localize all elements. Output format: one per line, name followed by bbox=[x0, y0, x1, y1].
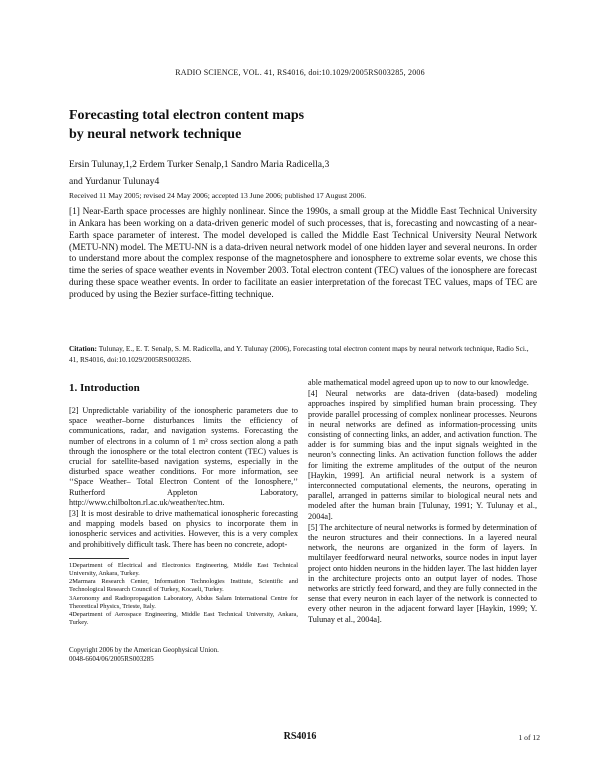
authors-line-2: and Yurdanur Tulunay4 bbox=[69, 176, 160, 187]
left-column bbox=[69, 378, 298, 664]
copyright-line: Copyright 2006 by the American Geophysical Union. bbox=[69, 646, 219, 655]
footer-page-number: 1 of 12 bbox=[518, 733, 540, 742]
footnote-2: 2Marmara Research Center, Information Technologies Institute, Scientific and Technological Research Council of Turkey, Kocaeli, Turkey. bbox=[69, 578, 298, 594]
issn-line: 0048-6604/06/2005RS003285 bbox=[69, 655, 154, 664]
right-column bbox=[308, 378, 537, 626]
author-list bbox=[69, 156, 449, 190]
paragraph-3-continued: able mathematical model agreed upon up to now to our knowledge. bbox=[308, 378, 529, 387]
paragraph-3: [3] It is most desirable to drive mathematical ionospheric forecasting and mapping models based on physics to incorporate them in ionospheric services and activities. However, this is a very complex and prohibitively difficult task. There has been no concrete, adopt- bbox=[69, 509, 298, 549]
citation-label: Citation: bbox=[69, 344, 97, 353]
footer-article-id: RS4016 bbox=[283, 731, 317, 742]
footnote-3: 3Aeronomy and Radiopropagation Laboratory, Abdus Salam International Centre for Theoretical Physics, Trieste, Italy. bbox=[69, 594, 298, 610]
citation-text: Tulunay, E., E. T. Senalp, S. M. Radicella, and Y. Tulunay (2006), Forecasting total electron content maps by neural network technique, Radio Sci., 41, RS4016, doi:10.1029/2005RS003285. bbox=[69, 344, 529, 364]
footnote-divider bbox=[69, 558, 129, 559]
journal-header: RADIO SCIENCE, VOL. 41, RS4016, doi:10.1029/2005RS003285, 2006 bbox=[175, 68, 425, 77]
paragraph-4: [4] Neural networks are data-driven (data-based) modeling approaches inspired by simplified human brain processing. They provide parallel processing of complex nonlinear processes. Neurons in neural networks are defined as information-processing units consisting of connecting links, an adder, and activation function. The adder is for summing bias and the input signals weighted in the neuron’s connecting links. An activation function follows the adder for limiting the extreme amplitudes of the output of the neuron [Haykin, 1999]. An artificial neural network is a system of interconnected computational elements, the neurons, operating in parallel, arranged in patterns similar to biological neural nets and modeled after the human brain [Tulunay, 1991; Y. Tulunay et al., 2004a]. bbox=[308, 389, 537, 521]
authors-line-1: Ersin Tulunay,1,2 Erdem Turker Senalp,1 Sandro Maria Radicella,3 bbox=[69, 159, 330, 170]
citation bbox=[69, 344, 537, 365]
article-title bbox=[69, 106, 469, 144]
footnote-1: 1Department of Electrical and Electronics Engineering, Middle East Technical University, Ankara, Turkey. bbox=[69, 561, 298, 578]
abstract: [1] Near-Earth space processes are highly nonlinear. Since the 1990s, a small group at the Middle East Technical University in Ankara has been working on a data-driven generic model of such processes, that is, forecasting and nowcasting of a near-Earth space parameter of interest. The model developed is called the Middle East Technical University Neural Network (METU-NN) model. The METU-NN is a data-driven neural network model of one hidden layer and several neurons. In order to understand more about the complex response of the magnetosphere and ionosphere to extreme solar events, we chose this time the series of space weather events in November 2003. Total electron content (TEC) values of the ionosphere are forecast during these space weather events. In order to facilitate an easier interpretation of the forecast TEC values, maps of TEC are produced by using the Bezier surface-fitting technique. bbox=[69, 207, 537, 300]
footnote-4: 4Department of Aerospace Engineering, Middle East Technical University, Ankara, Turkey. bbox=[69, 611, 298, 627]
title-line-1: Forecasting total electron content maps bbox=[69, 108, 305, 123]
title-line-2: by neural network technique bbox=[69, 127, 242, 142]
copyright-block bbox=[69, 646, 298, 664]
paragraph-2: [2] Unpredictable variability of the ionospheric parameters due to space weather–borne disturbances limits the efficiency of communications, radar, and navigation systems. Forecasting the number of electrons in a column of 1 m² cross section along a path through the ionosphere or the total electron content (TEC) values is crucial for satellite-based navigation systems, especially in the disturbed space weather conditions. For more information, see ‘‘Space Weather– Total Electron Content of the Ionosphere,’’ Rutherford Appleton Laboratory, http://www.chilbolton.rl.ac.uk/weather/tec.htm. bbox=[69, 406, 298, 507]
section-heading: 1. Introduction bbox=[69, 382, 140, 394]
received-dates: Received 11 May 2005; revised 24 May 2006; accepted 13 June 2006; published 17 August 2006. bbox=[69, 191, 367, 200]
paragraph-5: [5] The architecture of neural networks is formed by determination of the neuron structures and their connections. In a layered neural network, the neurons are organized in the form of layers. In multilayer feedforward neural networks, source nodes in input layer project onto hidden neurons in the hidden layer. The last hidden layer in the architecture projects onto an output layer of nodes. Those networks are strictly feed forward, and they are fully connected in the sense that every neuron in each layer of the network is connected to every other neuron in the adjacent forward layer [Haykin, 1999; Y. Tulunay et al., 2004a]. bbox=[308, 522, 537, 624]
